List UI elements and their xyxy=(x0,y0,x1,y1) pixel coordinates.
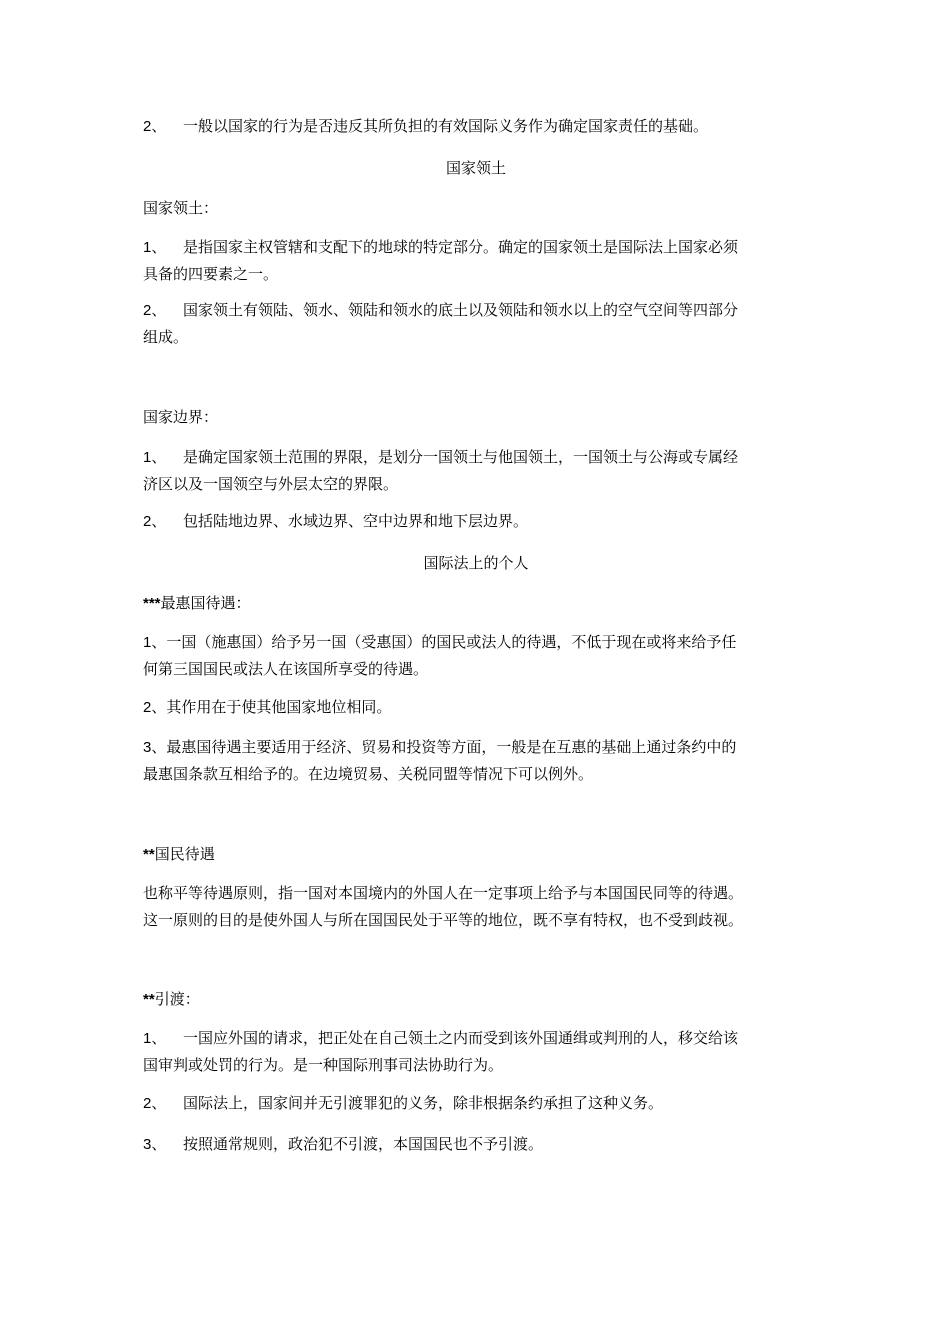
label-mfn-treatment xyxy=(143,590,809,617)
paragraph-line-1: 是指国家主权管辖和支配下的地球的特定部分。确定的国家领土是国际法上国家必须 xyxy=(183,238,739,256)
list-number: 2、 xyxy=(143,302,167,319)
list-number: 1、 xyxy=(143,634,167,651)
paragraph-text: 国际法上，国家间并无引渡罪犯的义务，除非根据条约承担了这种义务。 xyxy=(183,1094,664,1112)
list-number: 1、 xyxy=(143,449,167,466)
section-heading-state-territory: 国家领土 xyxy=(445,159,506,177)
paragraph-border-types xyxy=(143,508,809,535)
paragraph-state-responsibility-basis xyxy=(143,113,809,140)
paragraph-extradition-definition xyxy=(143,1025,809,1079)
list-number: 2、 xyxy=(143,1095,167,1112)
paragraph-line-1: 国家领土有领陆、领水、领陆和领水的底土以及领陆和领水以上的空气空间等四部分 xyxy=(183,301,739,319)
list-number: 2、 xyxy=(143,118,167,135)
label-text: 国民待遇 xyxy=(154,845,215,863)
paragraph-line-2: 这一原则的目的是使外国人与所在国国民处于平等的地位，既不享有特权，也不受到歧视。 xyxy=(143,911,744,929)
paragraph-extradition-rules xyxy=(143,1131,809,1158)
list-number: 1、 xyxy=(143,239,167,256)
paragraph-mfn-purpose xyxy=(143,694,809,721)
label-extradition xyxy=(143,986,809,1013)
list-number: 3、 xyxy=(143,739,167,756)
section-heading-individuals: 国际法上的个人 xyxy=(423,554,529,572)
label-state-border: 国家边界： xyxy=(143,408,219,426)
list-number: 3、 xyxy=(143,1136,167,1153)
paragraph-border-definition xyxy=(143,444,809,498)
paragraph-mfn-definition xyxy=(143,629,809,683)
label-text: 最惠国待遇： xyxy=(160,594,251,612)
list-number: 2、 xyxy=(143,699,167,716)
paragraph-extradition-obligation xyxy=(143,1090,809,1117)
paragraph-text: 按照通常规则，政治犯不引渡，本国国民也不予引渡。 xyxy=(183,1135,544,1153)
paragraph-national-treatment xyxy=(143,880,809,934)
paragraph-line-1: 一国（施惠国）给予另一国（受惠国）的国民或法人的待遇，不低于现在或将来给予任 xyxy=(166,633,737,651)
list-number: 2、 xyxy=(143,513,167,530)
paragraph-line-1: 一国应外国的请求，把正处在自己领土之内而受到该外国通缉或判刑的人，移交给该 xyxy=(183,1029,739,1047)
paragraph-line-2: 何第三国国民或法人在该国所享受的待遇。 xyxy=(143,660,429,678)
paragraph-line-2: 具备的四要素之一。 xyxy=(143,265,279,283)
paragraph-line-1: 也称平等待遇原则，指一国对本国境内的外国人在一定事项上给予与本国国民同等的待遇。 xyxy=(143,884,744,902)
paragraph-text: 包括陆地边界、水域边界、空中边界和地下层边界。 xyxy=(183,512,529,530)
paragraph-territory-composition xyxy=(143,297,809,351)
list-number: 1、 xyxy=(143,1030,167,1047)
paragraph-line-2: 最惠国条款互相给予的。在边境贸易、关税同盟等情况下可以例外。 xyxy=(143,765,594,783)
paragraph-line-1: 最惠国待遇主要适用于经济、贸易和投资等方面，一般是在互惠的基础上通过条约中的 xyxy=(166,738,737,756)
paragraph-line-2: 组成。 xyxy=(143,328,189,346)
paragraph-text: 一般以国家的行为是否违反其所负担的有效国际义务作为确定国家责任的基础。 xyxy=(183,117,709,135)
emphasis-stars: *** xyxy=(143,595,161,612)
emphasis-stars: ** xyxy=(143,991,155,1008)
emphasis-stars: ** xyxy=(143,846,155,863)
label-state-territory: 国家领土： xyxy=(143,199,219,217)
paragraph-territory-definition xyxy=(143,234,809,288)
label-national-treatment xyxy=(143,841,809,868)
label-text: 引渡： xyxy=(154,990,200,1008)
paragraph-line-2: 国审判或处罚的行为。是一种国际刑事司法协助行为。 xyxy=(143,1056,504,1074)
paragraph-mfn-scope xyxy=(143,734,809,788)
paragraph-line-2: 济区以及一国领空与外层太空的界限。 xyxy=(143,475,399,493)
paragraph-line-1: 是确定国家领土范围的界限，是划分一国领土与他国领土，一国领土与公海或专属经 xyxy=(183,448,739,466)
paragraph-text: 其作用在于使其他国家地位相同。 xyxy=(166,698,392,716)
